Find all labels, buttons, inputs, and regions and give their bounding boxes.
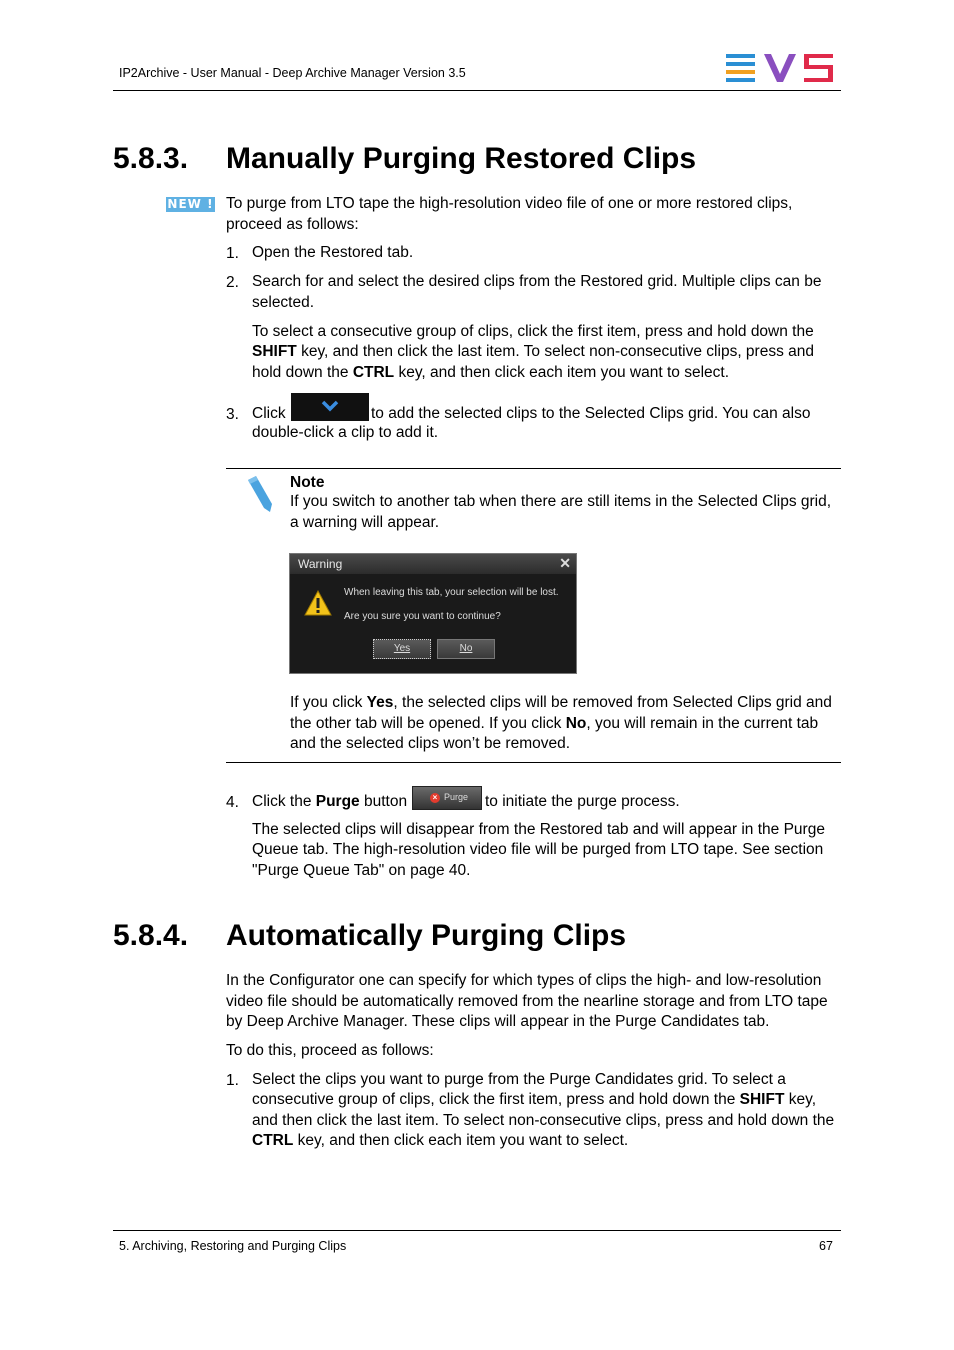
step-number: 1. (226, 245, 239, 262)
page-number: 67 (819, 1239, 833, 1253)
s2-para1-line3: by Deep Archive Manager. These clips will appear in the Purge Candidates tab. (226, 1013, 770, 1030)
header-rule (113, 90, 841, 91)
step-number: 1. (226, 1072, 239, 1089)
step2-line1: Search for and select the desired clips from the Restored grid. Multiple clips can be (252, 273, 822, 290)
section-number: 5.8.4. (113, 919, 189, 952)
s2-para1-line1: In the Configurator one can specify for which types of clips the high- and low-resolution (226, 972, 822, 989)
section-number: 5.8.3. (113, 142, 189, 175)
after-line2: the other tab will be opened. If you click No, you will remain in the current tab (290, 715, 819, 732)
close-icon[interactable]: ✕ (559, 555, 571, 571)
new-badge: NEW ! (167, 197, 214, 211)
step4-para-line2: Queue tab. The high-resolution video file will be purged from LTO tape. See section (252, 841, 824, 858)
step1-text: Open the Restored tab. (252, 244, 414, 261)
step4-text-end: to initiate the purge process. (485, 793, 680, 810)
pencil-icon (244, 474, 274, 514)
intro-line1: To purge from LTO tape the high-resolution video file of one or more restored clips, (226, 195, 793, 212)
step4-para-line1: The selected clips will disappear from the Restored tab and will appear in the Purge (252, 821, 825, 838)
step2-para-line1: To select a consecutive group of clips, click the first item, press and hold down the (252, 323, 814, 340)
yes-button[interactable]: Yes (373, 639, 431, 659)
s2-step1-line4: CTRL key, and then click each item you want to select. (252, 1132, 629, 1149)
warning-dialog (289, 553, 577, 674)
header-title: IP2Archive - User Manual - Deep Archive Manager Version 3.5 (119, 66, 466, 80)
step2-para-line2: SHIFT key, and then click the last item. To select non-consecutive clips, press and (252, 343, 814, 360)
note-title: Note (290, 474, 325, 491)
step3-text: to add the selected clips to the Selected Clips grid. You can also (371, 405, 811, 422)
s2-para2: To do this, proceed as follows: (226, 1042, 434, 1059)
note-top-rule (226, 468, 841, 469)
evs-logo (726, 54, 834, 82)
s2-step1-line1: Select the clips you want to purge from the Purge Candidates grid. To select a (252, 1071, 786, 1088)
note-line2: a warning will appear. (290, 514, 440, 531)
note-line1: If you switch to another tab when there are still items in the Selected Clips grid, (290, 493, 832, 510)
warning-title: Warning (298, 557, 343, 571)
after-line3: and the selected clips won’t be removed. (290, 735, 571, 752)
s2-para1-line2: video file should be automatically removed from the nearline storage and from LTO tape (226, 993, 828, 1010)
add-to-selected-button[interactable] (291, 393, 369, 421)
step-number: 3. (226, 406, 239, 423)
intro-line2: proceed as follows: (226, 216, 359, 233)
purge-button[interactable]: × Purge (412, 786, 482, 810)
footer-chapter: 5. Archiving, Restoring and Purging Clips (119, 1239, 347, 1253)
step3-click: Click (252, 405, 286, 422)
step4-text: Click the Purge button (252, 793, 408, 810)
after-line1: If you click Yes, the selected clips will be removed from Selected Clips grid and (290, 694, 832, 711)
section-title: Manually Purging Restored Clips (226, 142, 697, 175)
chevron-down-icon (291, 393, 369, 421)
step-number: 2. (226, 274, 239, 291)
warning-icon (304, 590, 332, 616)
no-button[interactable]: No (437, 639, 495, 659)
footer-rule (113, 1230, 841, 1231)
step3-line2: double-click a clip to add it. (252, 424, 439, 441)
step2-para-line3: hold down the CTRL key, and then click each item you want to select. (252, 364, 730, 381)
s2-step1-line2: consecutive group of clips, click the first item, press and hold down the SHIFT key, (252, 1091, 817, 1108)
warning-message-1: When leaving this tab, your selection will be lost. (344, 587, 559, 598)
section-title: Automatically Purging Clips (226, 919, 627, 952)
note-bottom-rule (226, 762, 841, 763)
s2-step1-line3: and then click the last item. To select non-consecutive clips, press and hold down the (252, 1112, 835, 1129)
step2-line2: selected. (252, 294, 315, 311)
close-circle-icon: × (430, 793, 440, 803)
step-number: 4. (226, 794, 239, 811)
warning-message-2: Are you sure you want to continue? (344, 611, 501, 622)
warning-titlebar (290, 554, 576, 574)
step4-para-line3[interactable]: "Purge Queue Tab" on page 40. (252, 862, 471, 879)
